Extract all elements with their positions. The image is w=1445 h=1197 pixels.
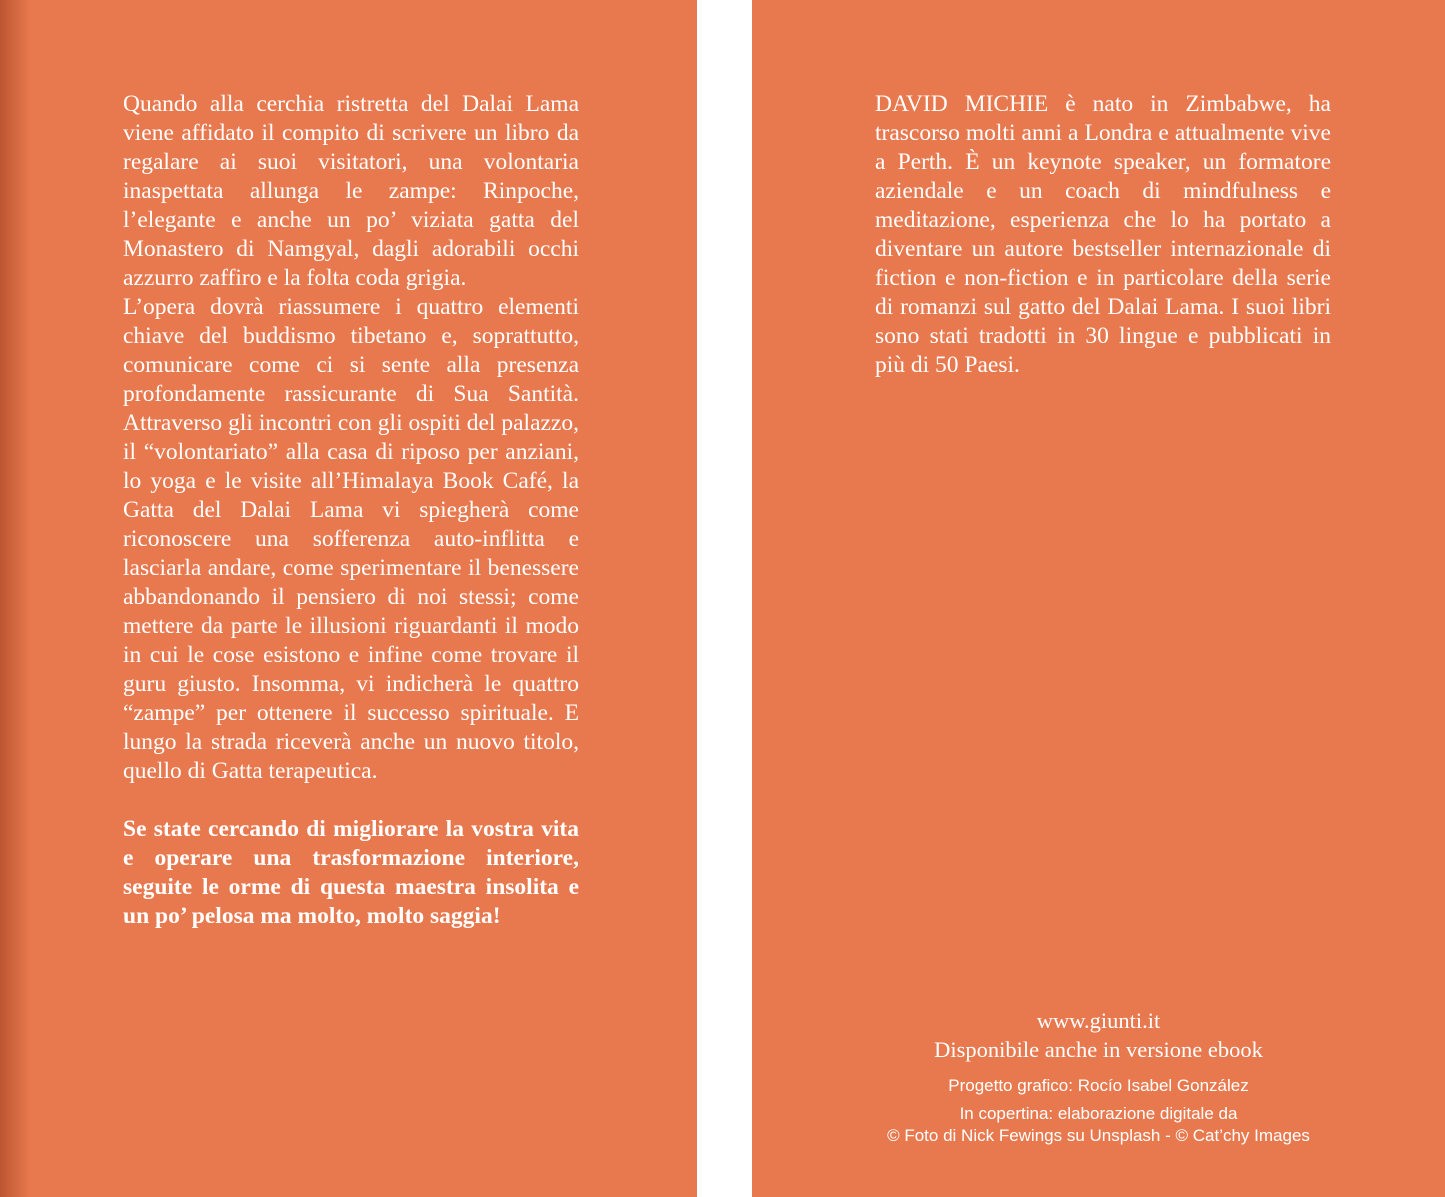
publisher-website: www.giunti.it <box>1036 1008 1161 1033</box>
graphic-design-credit: Progetto grafico: Rocío Isabel González <box>948 1076 1249 1095</box>
author-bio: DAVID MICHIE è nato in Zimbabwe, ha trascorso molti anni a Londra e attualmente vive a Perth. È un keynote speaker, un formatore aziendale e un coach di mindfulness e meditazione, esperienza che lo ha portato a diventare un autore bestseller internazionale di fiction e non-fiction e in particolare della serie di romanzi sul gatto del Dalai Lama. I suoi libri sono stati tradotti in 30 lingue e pubblicati in più di 50 Paesi. <box>875 91 1331 378</box>
cover-credit-line-2: © Foto di Nick Fewings su Unsplash - © Cat’chy Images <box>887 1126 1310 1145</box>
spine-fold-shadow <box>0 0 30 1197</box>
left-flap <box>0 0 697 1197</box>
ebook-availability: Disponibile anche in versione ebook <box>934 1037 1263 1062</box>
left-flap-text <box>123 90 579 931</box>
synopsis-paragraph-1: Quando alla cerchia ristretta del Dalai Lama viene affidato il compito di scrivere un libro da regalare ai suoi visitatori, una volontaria inaspettata allunga le zampe: Rinpoche, l’elegante e anche un po’ viziata gatta del Monastero di Namgyal, dagli adorabili occhi azzurro zaffiro e la folta coda grigia. <box>123 91 579 291</box>
flap-gap <box>697 0 752 1197</box>
credits-block <box>752 1006 1445 1147</box>
right-flap-text <box>875 90 1331 380</box>
synopsis-paragraph-2: L’opera dovrà riassumere i quattro elementi chiave del buddismo tibetano e, soprattutto, comunicare come ci si sente alla presenza profondamente rassicurante di Sua Santità. Attraverso gli incontri con gli ospiti del palazzo, il “volontariato” alla casa di riposo per anziani, lo yoga e le visite all’Himalaya Book Café, la Gatta del Dalai Lama vi spiegherà come riconoscere una sofferenza auto-inflitta e lasciarla andare, come sperimentare il benessere abbandonando il pensiero di noi stessi; come mettere da parte le illusioni riguardanti il modo in cui le cose esistono e infine come trovare il guru giusto. Insomma, vi indicherà le quattro “zampe” per ottenere il successo spirituale. E lungo la strada riceverà anche un nuovo titolo, quello di Gatta terapeutica. <box>123 294 579 784</box>
cover-credit-line-1: In copertina: elaborazione digitale da <box>959 1104 1238 1123</box>
right-flap <box>752 0 1445 1197</box>
closing-tagline: Se state cercando di migliorare la vostra vita e operare una trasformazione interiore, seguite le orme di questa maestra insolita e un po’ pelosa ma molto, molto saggia! <box>123 816 579 929</box>
